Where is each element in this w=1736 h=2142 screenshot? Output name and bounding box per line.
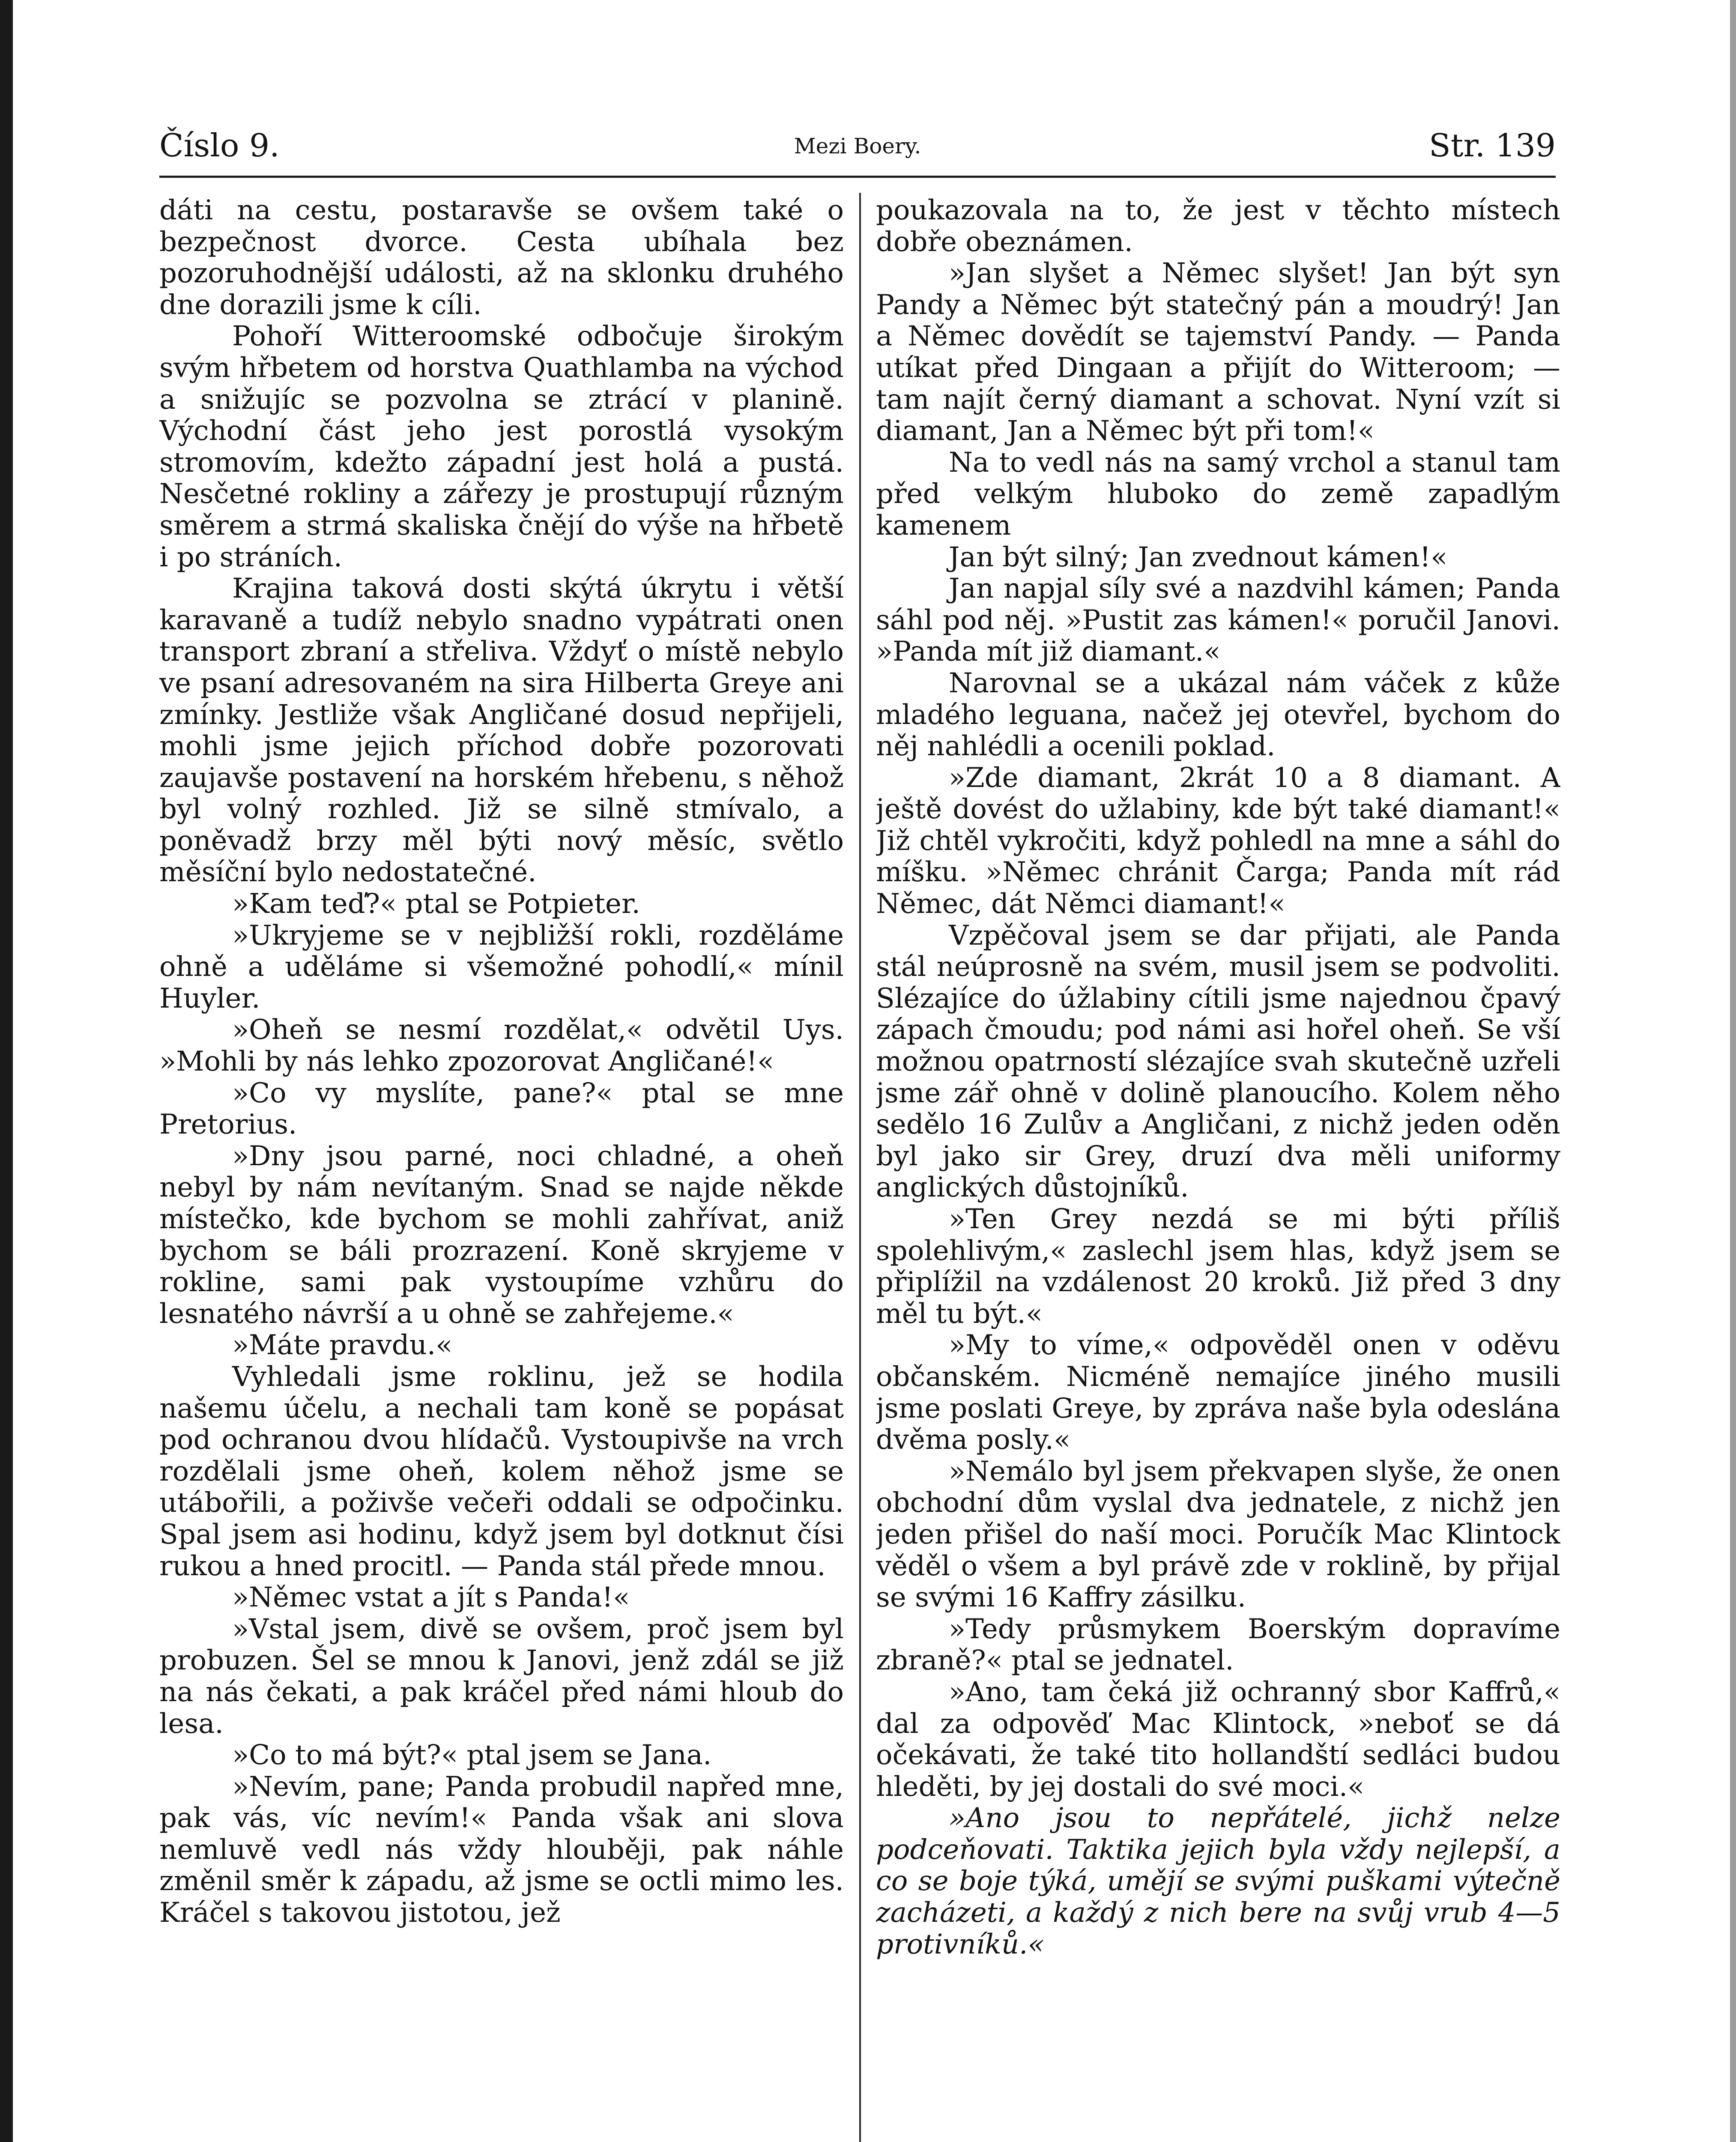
paragraph: Narovnal se a ukázal nám váček z kůže mladého leguana, načež jej otevřel, bychom do něj nahlédli a ocenili poklad. [876, 667, 1560, 763]
page-header [159, 122, 1556, 169]
paragraph: »Němec vstat a jít s Panda!« [232, 1582, 630, 1614]
paragraph: dáti na cestu, postaravše se ovšem také o bezpečnost dvorce. Cesta ubíhala bez pozoruhodnější události, až na sklonku druhého dne dorazili jsme k cíli. [159, 195, 844, 321]
paragraph: »Jan slyšet a Němec slyšet! Jan být syn Pandy a Němec být statečný pán a moudrý! Jan a Němec dovědít se tajemství Pandy. — Panda utíkat před Dingaan a přijít do Witteroom; — tam najít černý diamant a schovat. Nyní vzít si diamant, Jan a Němec být při tom!« [876, 257, 1560, 447]
header-rule [159, 176, 1556, 178]
paragraph: »Tedy průsmykem Boerským dopravíme zbraně?« ptal se jednatel. [876, 1613, 1560, 1677]
paragraph: Vzpěčoval jsem se dar přijati, ale Panda stál neúprosně na svém, musil jsem se podvoliti. Slézajíce do úžlabiny cítili jsme najednou čpavý zápach čmoudu; pod námi asi hořel oheň. Se vší možnou opatrností slézajíce svah skutečně uzřeli jsme zář ohně v dolině planoucího. Kolem něho sedělo 16 Zulův a Angličani, z nichž jeden oděn byl jako sir Grey, druzí dva měli uniformy anglických důstojníků. [876, 919, 1560, 1204]
paragraph: »Nemálo byl jsem překvapen slyše, že onen obchodní dům vyslal dva jednatele, z nichž jen jeden přišel do naší moci. Poručík Mac Klintock věděl o všem a byl právě zde v roklině, by přijal se svými 16 Kaffry zásilku. [876, 1455, 1560, 1614]
paragraph: »Kam teď?« ptal se Potpieter. [232, 888, 640, 920]
scan-edge-right [1730, 0, 1736, 2142]
paragraph: »Ano, tam čeká již ochranný sbor Kaffrů,« dal za odpověď Mac Klintock, »neboť se dá očekávati, že také tito hollandští sedláci budou hleděti, by jej dostali do své moci.« [876, 1676, 1560, 1803]
paragraph: »Oheň se nesmí rozdělat,« odvětil Uys. »Mohli by nás lehko zpozorovat Angličané!« [159, 1014, 844, 1078]
running-title: Mezi Boery. [794, 134, 921, 159]
paragraph: »Ten Grey nezdá se mi býti příliš spolehlivým,« zaslechl jsem hlas, když jsem se připlížil na vzdálenost 20 kroků. Již před 3 dny měl tu být.« [876, 1203, 1560, 1330]
issue-number: Číslo 9. [159, 127, 280, 164]
paragraph: Jan být silný; Jan zvednout kámen!« [949, 541, 1448, 573]
paragraph: »Zde diamant, 2krát 10 a 8 diamant. A ještě dovést do užlabiny, kde být také diamant!« Již chtěl vykročiti, když pohledl na mne a sáhl do míšku. »Němec chránit Čarga; Panda mít rád Němec, dát Němci diamant!« [876, 762, 1560, 920]
paragraph: Pohoří Witteroomské odbočuje širokým svým hřbetem od horstva Quathlamba na východ a snižujíc se pozvolna se ztrácí v planině. Východní část jeho jest porostlá vysokým stromovím, kdežto západní jest holá a pustá. Nesčetné rokliny a zářezy je prostupují různým směrem a strmá skaliska čnějí do výše na hřbetě i po stráních. [159, 320, 844, 573]
paragraph: »Co vy myslíte, pane?« ptal se mne Pretorius. [159, 1077, 844, 1141]
paragraph: poukazovala na to, že jest v těchto místech dobře obeznámen. [876, 195, 1560, 258]
paragraph: »Ano jsou to nepřátelé, jichž nelze podceňovati. Taktika jejich byla vždy nejlepší, a co se boje týká, umějí se svými puškami výtečně zacházeti, a každý z nich bere na svůj vrub 4—5 protivníků.« [876, 1802, 1560, 1960]
paragraph: »Vstal jsem, divě se ovšem, proč jsem byl probuzen. Šel se mnou k Janovi, jenž zdál se již na nás čekati, a pak kráčel před námi hloub do lesa. [159, 1613, 844, 1740]
text-column-right [876, 195, 1560, 2142]
page-number: Str. 139 [1429, 127, 1556, 164]
paragraph: »My to víme,« odpověděl onen v oděvu občanském. Nicméně nemajíce jiného musili jsme poslati Greye, by zpráva naše byla odeslána dvěma posly.« [876, 1329, 1560, 1456]
paragraph: »Nevím, pane; Panda probudil napřed mne, pak vás, víc nevím!« Panda však ani slova nemluvě vedl nás vždy hlouběji, pak náhle změnil směr k západu, až jsme se octli mimo les. Kráčel s takovou jistotou, jež [159, 1771, 844, 1929]
paragraph: »Máte pravdu.« [232, 1329, 453, 1361]
paragraph: Krajina taková dosti skýtá úkrytu i větší karavaně a tudíž nebylo snadno vypátrati onen transport zbraní a střeliva. Vždyť o místě nebylo ve psaní adresovaném na sira Hilberta Greye ani zmínky. Jestliže však Angličané dosud nepřijeli, mohli jsme jejich příchod dobře pozorovati zaujavše postavení na horském hřebenu, s něhož byl volný rozhled. Již se silně stmívalo, a poněvadž brzy měl býti nový měsíc, světlo měsíční bylo nedostatečné. [159, 573, 844, 889]
scan-edge-left [0, 0, 13, 2142]
paragraph: »Dny jsou parné, noci chladné, a oheň nebyl by nám nevítaným. Snad se najde někde místečko, kde bychom se mohli zahřívat, aniž bychom se báli prozrazení. Koně skryjeme v rokline, sami pak vystoupíme vzhůru do lesnatého návrší a u ohně se zahřejeme.« [159, 1140, 844, 1330]
paragraph: »Co to má být?« ptal jsem se Jana. [232, 1739, 712, 1771]
paragraph: Jan napjal síly své a nazdvihl kámen; Panda sáhl pod něj. »Pustit zas kámen!« poručil Janovi. »Panda mít již diamant.« [876, 573, 1560, 668]
paragraph: Na to vedl nás na samý vrchol a stanul tam před velkým hluboko do země zapadlým kamenem [876, 446, 1560, 541]
paragraph: »Ukryjeme se v nejbližší rokli, rozděláme ohně a uděláme si všemožné pohodlí,« mínil Huyler. [159, 919, 844, 1014]
paragraph: Vyhledali jsme roklinu, jež se hodila našemu účelu, a nechali tam koně se popásat pod ochranou dvou hlídačů. Vystoupivše na vrch rozdělali jsme oheň, kolem něhož jsme se utábořili, a poživše večeři oddali se odpočinku. Spal jsem asi hodinu, když jsem byl dotknut čísi rukou a hned procitl. — Panda stál přede mnou. [159, 1361, 844, 1582]
column-divider [859, 193, 861, 2142]
text-column-left [159, 195, 844, 2142]
